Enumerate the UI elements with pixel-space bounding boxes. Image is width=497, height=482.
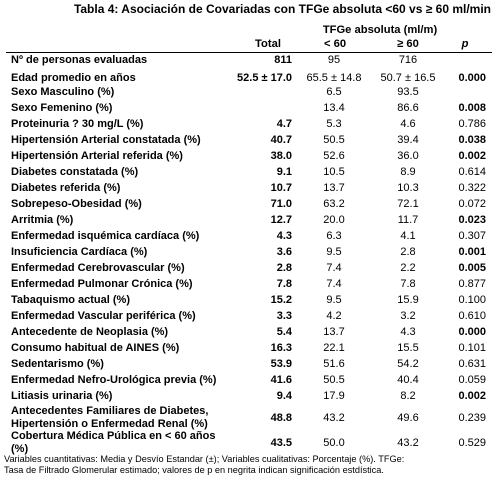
lt60-cell: 7.4 [326, 262, 342, 274]
row-label [11, 102, 112, 115]
row-label [11, 118, 143, 131]
ge60-cell: 49.6 [397, 412, 419, 424]
p-value-cell: 0.002 [458, 150, 486, 162]
ge60-cell: 4.1 [400, 230, 416, 242]
row-label-line: Proteinuria ? 30 mg/L (%) [11, 118, 144, 130]
lt60-cell: 20.0 [323, 214, 345, 226]
total-cell: 5.4 [276, 326, 292, 338]
total-cell: 3.3 [276, 310, 292, 322]
p-value-cell: 0.307 [458, 230, 486, 242]
row-label [11, 326, 168, 339]
ge60-cell: 54.2 [397, 358, 419, 370]
row-label-line: Edad promedio en años [11, 72, 136, 84]
group-header: TFGe absoluta (ml/m) [322, 24, 438, 36]
p-value-cell: 0.100 [458, 294, 486, 306]
row-label [11, 294, 130, 307]
lt60-cell: 9.5 [326, 246, 342, 258]
row-label-line: Sexo Masculino (%) [11, 86, 115, 98]
row-label [11, 72, 136, 85]
row-label [11, 342, 179, 355]
row-label-line: Antecedentes Familiares de Diabetes, [11, 405, 209, 417]
p-value-cell: 0.631 [458, 358, 486, 370]
row-label [11, 134, 201, 147]
total-cell: 811 [274, 54, 292, 66]
ge60-cell: 36.0 [397, 150, 419, 162]
total-cell: 53.9 [270, 358, 292, 370]
row-label-line: Enfermedad Nefro-Urológica previa (%) [11, 374, 217, 386]
ge60-cell: 50.7 ± 16.5 [380, 72, 436, 84]
column-header-lt60: < 60 [323, 38, 347, 50]
row-label-line: Nº de personas evaluadas [11, 54, 148, 66]
lt60-cell: 22.1 [323, 342, 345, 354]
footnote-line-2: Tasa de Filtrado Glomerular estimado; valores de p en negrita indican significación estdística. [4, 465, 384, 475]
total-cell: 40.7 [270, 134, 292, 146]
p-value-cell: 0.101 [458, 342, 486, 354]
row-label [11, 246, 147, 259]
column-header-ge60: ≥ 60 [397, 38, 419, 50]
lt60-cell: 50.0 [323, 437, 345, 449]
footnote-line-1: Variables cuantitativas: Media y Desvío Estandar (±); Variables cualitativas: Porcentaje (%). TFGe: [4, 454, 405, 464]
lt60-cell: 6.5 [326, 86, 342, 98]
total-cell: 7.8 [276, 278, 292, 290]
p-value-cell: 0.001 [458, 246, 486, 258]
row-label [11, 262, 185, 275]
lt60-cell: 7.4 [326, 278, 342, 290]
p-value-cell: 0.000 [458, 326, 486, 338]
total-cell: 9.4 [276, 390, 292, 402]
ge60-cell: 39.4 [397, 134, 419, 146]
lt60-cell: 4.2 [326, 310, 342, 322]
p-value-cell: 0.005 [458, 262, 486, 274]
column-header-total: Total [255, 38, 281, 50]
ge60-cell: 86.6 [397, 102, 419, 114]
p-value-cell: 0.002 [458, 390, 486, 402]
row-label [11, 198, 142, 211]
p-value-cell: 0.322 [458, 182, 486, 194]
row-label [11, 150, 183, 163]
total-cell: 48.8 [270, 412, 292, 424]
p-value-cell: 0.072 [458, 198, 486, 210]
row-label-line: Hipertensión Arterial constatada (%) [11, 134, 201, 146]
total-cell: 10.7 [270, 182, 292, 194]
row-label [11, 430, 215, 456]
total-cell: 41.6 [270, 374, 292, 386]
lt60-cell: 50.5 [323, 374, 345, 386]
lt60-cell: 10.5 [323, 166, 345, 178]
row-label [11, 310, 196, 323]
lt60-cell: 17.9 [323, 390, 345, 402]
ge60-cell: 43.2 [397, 437, 419, 449]
row-label [11, 405, 208, 431]
row-label-line: Hipertensión o Enfermedad Renal (%) [11, 418, 208, 430]
row-label-line: Arritmia (%) [11, 214, 74, 226]
row-label-line: Diabetes constatada (%) [11, 166, 139, 178]
p-value-cell: 0.786 [458, 118, 486, 130]
p-value-cell: 0.529 [458, 437, 486, 449]
ge60-cell: 8.2 [400, 390, 416, 402]
lt60-cell: 65.5 ± 14.8 [306, 72, 362, 84]
ge60-cell: 4.3 [400, 326, 416, 338]
p-value-cell: 0.610 [458, 310, 486, 322]
row-label-line: Sexo Femenino (%) [11, 102, 113, 114]
row-label-line: Hipertensión Arterial referida (%) [11, 150, 183, 162]
ge60-cell: 10.3 [397, 182, 419, 194]
row-label-line: Consumo habitual de AINES (%) [11, 342, 180, 354]
lt60-cell: 13.7 [323, 326, 345, 338]
lt60-cell: 52.6 [323, 150, 345, 162]
footnote [4, 454, 404, 476]
row-label [11, 278, 193, 291]
row-label-line: Enfermedad Cerebrovascular (%) [11, 262, 185, 274]
row-label [11, 230, 199, 243]
row-label [11, 358, 104, 371]
total-cell: 43.5 [270, 437, 292, 449]
total-cell: 3.6 [276, 246, 292, 258]
lt60-cell: 50.5 [323, 134, 345, 146]
total-cell: 4.3 [276, 230, 292, 242]
total-cell: 52.5 ± 17.0 [237, 72, 292, 84]
lt60-cell: 9.5 [326, 294, 342, 306]
row-label-line: Litiasis urinaria (%) [11, 390, 113, 402]
table-title: Tabla 4: Asociación de Covariadas con TFGe absoluta <60 vs ≥ 60 ml/min [73, 2, 491, 16]
row-label [11, 374, 216, 387]
p-value-cell: 0.877 [458, 278, 486, 290]
row-label-line: Diabetes referida (%) [11, 182, 121, 194]
total-cell: 2.8 [276, 262, 292, 274]
ge60-cell: 716 [398, 54, 418, 66]
total-cell: 71.0 [270, 198, 292, 210]
row-label-line: Tabaquismo actual (%) [11, 294, 130, 306]
row-label-line: Enfermedad Pulmonar Crónica (%) [11, 278, 193, 290]
p-value-cell: 0.059 [458, 374, 486, 386]
ge60-cell: 93.5 [397, 86, 419, 98]
p-value-cell: 0.239 [458, 412, 486, 424]
row-label [11, 182, 120, 195]
row-label [11, 390, 112, 403]
ge60-cell: 4.6 [400, 118, 416, 130]
row-label-line: (%) [11, 443, 29, 455]
row-label-line: Sobrepeso-Obesidad (%) [11, 198, 142, 210]
p-value-cell: 0.008 [458, 102, 486, 114]
total-cell: 4.7 [276, 118, 292, 130]
row-label-line: Insuficiencia Cardíaca (%) [11, 246, 148, 258]
lt60-cell: 51.6 [323, 358, 345, 370]
p-value-cell: 0.000 [458, 72, 486, 84]
row-label-line: Antecedente de Neoplasia (%) [11, 326, 169, 338]
ge60-cell: 2.2 [400, 262, 416, 274]
ge60-cell: 15.9 [397, 294, 419, 306]
row-label [11, 166, 138, 179]
total-cell: 38.0 [270, 150, 292, 162]
column-header-p: p [461, 38, 469, 50]
lt60-cell: 13.4 [323, 102, 345, 114]
ge60-cell: 11.7 [397, 214, 419, 226]
total-cell: 9.1 [276, 166, 292, 178]
header-rule [6, 52, 492, 53]
lt60-cell: 63.2 [323, 198, 345, 210]
lt60-cell: 5.3 [326, 118, 342, 130]
total-cell: 15.2 [270, 294, 292, 306]
ge60-cell: 15.5 [397, 342, 419, 354]
row-label-line: Enfermedad isquémica cardíaca (%) [11, 230, 200, 242]
lt60-cell: 13.7 [323, 182, 345, 194]
ge60-cell: 40.4 [397, 374, 419, 386]
total-cell: 16.3 [270, 342, 292, 354]
ge60-cell: 2.8 [400, 246, 416, 258]
p-value-cell: 0.023 [458, 214, 486, 226]
row-label [11, 86, 114, 99]
row-label [11, 214, 73, 227]
lt60-cell: 6.3 [326, 230, 342, 242]
ge60-cell: 3.2 [400, 310, 416, 322]
row-label-line: Enfermedad Vascular periférica (%) [11, 310, 196, 322]
lt60-cell: 43.2 [323, 412, 345, 424]
p-value-cell: 0.038 [458, 134, 486, 146]
row-label-line: Cobertura Médica Pública en < 60 años [11, 430, 216, 442]
total-cell: 12.7 [270, 214, 292, 226]
ge60-cell: 8.9 [400, 166, 416, 178]
ge60-cell: 72.1 [397, 198, 419, 210]
row-label [11, 54, 147, 67]
ge60-cell: 7.8 [400, 278, 416, 290]
lt60-cell: 95 [327, 54, 341, 66]
p-value-cell: 0.614 [458, 166, 486, 178]
row-label-line: Sedentarismo (%) [11, 358, 104, 370]
